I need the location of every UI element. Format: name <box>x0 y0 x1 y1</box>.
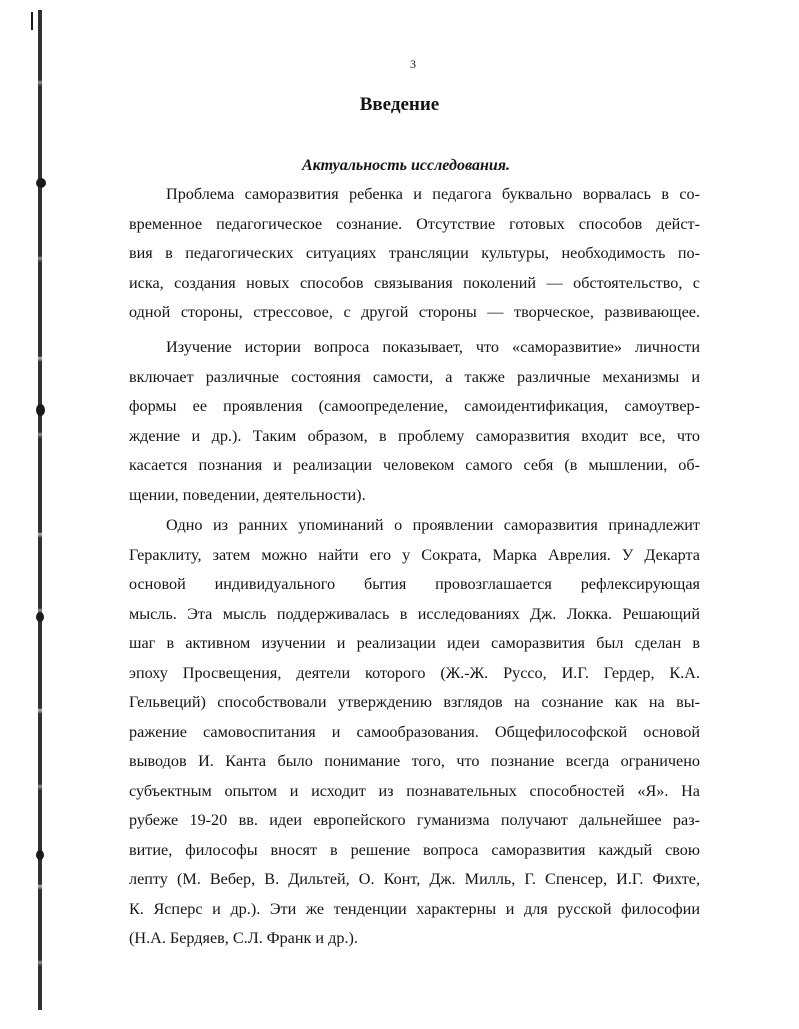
text-line: щении, поведении, деятельности). <box>129 485 366 504</box>
text-line: ждение и др.). Таким образом, в проблему саморазвития входит все, что <box>129 426 700 445</box>
text-line: одной стороны, стрессовое, с другой стороны — творческое, развивающее. <box>129 303 700 321</box>
text-line: выводов И. Канта было понимание того, что познание всегда ограничено <box>129 752 700 770</box>
paragraph-3 <box>129 511 700 954</box>
text-line: К. Ясперс и др.). Эти же тенденции характерны и для русской философии <box>129 899 700 918</box>
text-line: Гельвеций) способствовали утверждению взглядов на сознание как на вы- <box>129 693 700 711</box>
text-line: вия в педагогических ситуациях трансляции культуры, необходимость по- <box>129 244 700 262</box>
paragraph-1 <box>129 180 700 328</box>
text-line: касается познания и реализации человеком самого себя (в мышлении, об- <box>129 456 700 474</box>
text-line: Одно из ранних упоминаний о проявлении саморазвития принадлежит <box>166 516 700 534</box>
text-line: шаг в активном изучении и реализации идеи саморазвития был сделан в <box>129 634 700 652</box>
scan-artifact-speck <box>36 612 44 622</box>
section-heading: Введение <box>359 94 440 115</box>
text-line: временное педагогическое сознание. Отсутствие готовых способов дейст- <box>129 214 700 233</box>
section-subheading: Актуальность исследования. <box>302 157 510 174</box>
text-line: субъектным опытом и исходит из познавательных способностей «Я». На <box>129 781 700 800</box>
text-line: мысль. Эта мысль поддерживалась в исследованиях Дж. Локка. Решающий <box>129 604 700 623</box>
text-line: Гераклиту, затем можно найти его у Сократа, Марка Аврелия. У Декарта <box>129 545 700 564</box>
text-line: формы ее проявления (самоопределение, самоидентификация, самоутвер- <box>129 397 700 415</box>
page-number: 3 <box>410 57 416 71</box>
text-line: ражение самовоспитания и самообразования. Общефилософской основой <box>129 722 700 741</box>
paragraph-2 <box>129 333 700 510</box>
scan-artifact-edge-top <box>31 12 33 30</box>
text-line: Изучение истории вопроса показывает, что «саморазвитие» личности <box>166 338 700 356</box>
text-line: включает различные состояния самости, а также различные механизмы и <box>129 367 700 386</box>
scan-artifact-left-edge <box>38 10 42 1010</box>
text-line: иска, создания новых способов связывания поколений — обстоятельство, с <box>129 273 700 292</box>
text-line: основой индивидуального бытия провозглашается рефлексирующая <box>129 575 700 593</box>
text-line: эпоху Просвещения, деятели которого (Ж.-Ж. Руссо, И.Г. Гердер, К.А. <box>129 663 700 682</box>
text-line: лепту (М. Вебер, В. Дильтей, О. Конт, Дж. Милль, Г. Спенсер, И.Г. Фихте, <box>129 870 700 888</box>
text-line: (Н.А. Бердяев, С.Л. Франк и др.). <box>129 929 358 947</box>
text-line: витие, философы вносят в решение вопроса саморазвития каждый свою <box>129 840 700 859</box>
text-line: Проблема саморазвития ребенка и педагога буквально ворвалась в со- <box>166 185 700 203</box>
scan-artifact-speck <box>36 850 44 860</box>
text-line: рубеже 19-20 вв. идеи европейского гуманизма получают дальнейшее раз- <box>129 811 700 829</box>
scan-artifact-speck <box>36 404 45 416</box>
scan-artifact-speck <box>36 178 46 188</box>
